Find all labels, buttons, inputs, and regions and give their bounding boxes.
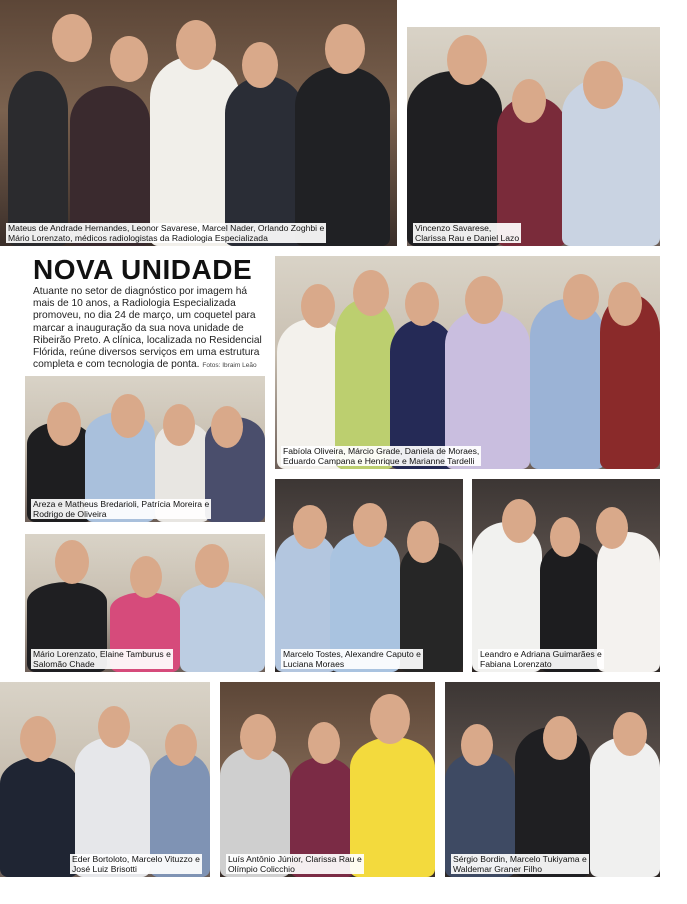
photo-caption: Vincenzo Savarese, Clarissa Rau e Daniel Lazo (415, 223, 520, 243)
photo-caption: Marcelo Tostes, Alexandre Caputo e Luciana Moraes (283, 649, 421, 669)
photo-group-colicchio (220, 682, 435, 877)
article-intro: Atuante no setor de diagnóstico por imagem há mais de 10 anos, a Radiologia Especializada promoveu, no dia 24 de março, um coquetel para marcar a inauguração da sua nova unidade de Ribeirão Preto. A clínica, localizada no Residencial Flórida, reúne diversos serviços em uma estrutura completa e com tecnologia de ponta. Fotos: Ibraim Leão (33, 286, 262, 371)
photo-group-lorenzato (25, 534, 265, 672)
photo-caption: Mário Lorenzato, Elaine Tamburus e Salomão Chade (33, 649, 171, 669)
photo-group-oliveira (275, 256, 660, 469)
photo-caption: Mateus de Andrade Hernandes, Leonor Savarese, Marcel Nader, Orlando Zoghbi e Mário Lorenzato, médicos radiologistas da Radiologia Especializada (8, 223, 325, 243)
photo-caption: Luís Antônio Júnior, Clarissa Rau e Olímpio Colicchio (228, 854, 362, 874)
photo-caption: Eder Bortoloto, Marcelo Vituzzo e José Luiz Brisotti (72, 854, 200, 874)
photo-credit: Fotos: Ibraim Leão (202, 362, 257, 370)
photo-caption: Areza e Matheus Bredarioli, Patrícia Moreira e Rodrigo de Oliveira (33, 499, 210, 519)
photo-group-bordin (445, 682, 660, 877)
photo-group-savarese (407, 27, 660, 246)
photo-caption: Leandro e Adriana Guimarães e Fabiana Lorenzato (480, 649, 602, 669)
photo-caption: Sérgio Bordin, Marcelo Tukiyama e Waldemar Graner Filho (453, 854, 587, 874)
article-headline: NOVA UNIDADE (33, 254, 253, 285)
photo-caption: Fabíola Oliveira, Márcio Grade, Daniela de Moraes, Eduardo Campana e Henrique e Marianne Tardelli (283, 446, 480, 466)
photo-group-doctors (0, 0, 397, 246)
photo-group-bredarioli (25, 376, 265, 522)
photo-group-tostes (275, 479, 463, 672)
photo-group-guimaraes (472, 479, 660, 672)
photo-group-bortoloto (0, 682, 210, 877)
